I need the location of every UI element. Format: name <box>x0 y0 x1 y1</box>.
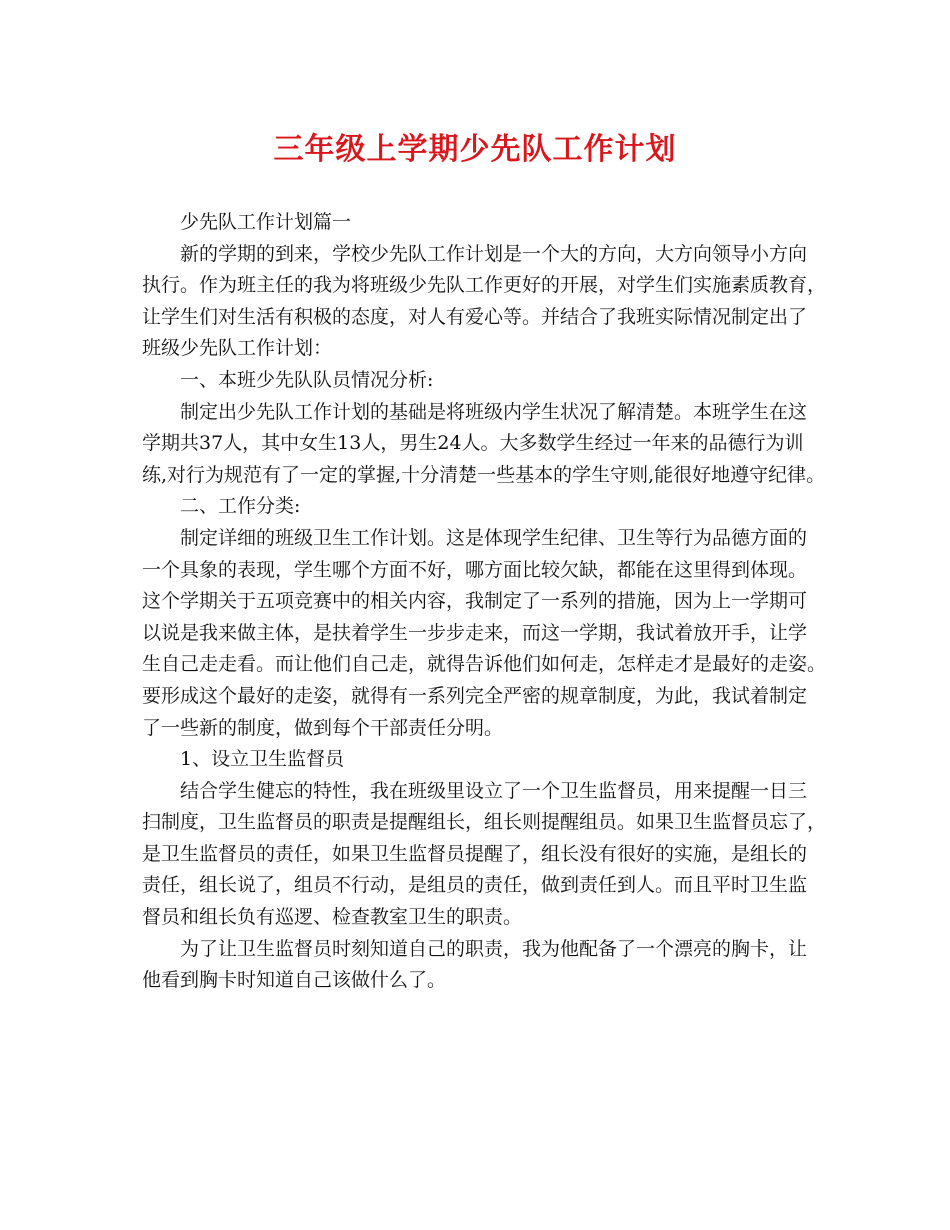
body-line: 制定出少先队工作计划的基础是将班级内学生状况了解清楚。本班学生在这 <box>180 400 808 423</box>
body-line: 结合学生健忘的特性，我在班级里设立了一个卫生监督员，用来提醒一日三 <box>180 779 808 802</box>
body-line: 了一些新的制度，做到每个干部责任分明。 <box>142 716 504 739</box>
document-body <box>142 207 827 997</box>
body-line: 让学生们对生活有积极的态度，对人有爱心等。并结合了我班实际情况制定出了 <box>142 305 808 328</box>
body-line: 练,对行为规范有了一定的掌握,十分清楚一些基本的学生守则,能很好地遵守纪律。 <box>142 463 826 486</box>
body-line: 新的学期的到来，学校少先队工作计划是一个大的方向，大方向领导小方向 <box>180 242 808 265</box>
body-line: 为了让卫生监督员时刻知道自己的职责，我为他配备了一个漂亮的胸卡，让 <box>180 937 808 960</box>
body-line: 一、本班少先队队员情况分析: <box>180 368 434 391</box>
body-line: 制定详细的班级卫生工作计划。这是体现学生纪律、卫生等行为品德方面的 <box>180 526 808 549</box>
body-line: 扫制度，卫生监督员的职责是提醒组长，组长则提醒组员。如果卫生监督员忘了， <box>142 811 827 834</box>
body-line: 执行。作为班主任的我为将班级少先队工作更好的开展，对学生们实施素质教育， <box>142 274 827 297</box>
document-title: 三年级上学期少先队工作计划 <box>273 132 677 167</box>
body-line: 责任，组长说了，组员不行动，是组员的责任，做到责任到人。而且平时卫生监 <box>142 874 808 897</box>
body-line: 是卫生监督员的责任，如果卫生监督员提醒了，组长没有很好的实施，是组长的 <box>142 842 808 865</box>
body-line: 学期共37人，其中女生13人，男生24人。大多数学生经过一年来的品德行为训 <box>142 432 804 455</box>
body-line: 督员和组长负有巡逻、检查教室卫生的职责。 <box>142 906 523 929</box>
body-line: 二、工作分类: <box>180 495 301 518</box>
body-line: 1、设立卫生监督员 <box>180 748 345 771</box>
body-line: 以说是我来做主体，是扶着学生一步步走来，而这一学期，我试着放开手，让学 <box>142 621 808 644</box>
body-line: 班级少先队工作计划： <box>142 337 333 360</box>
body-line: 少先队工作计划篇一 <box>180 211 352 233</box>
body-line: 生自己走走看。而让他们自己走，就得告诉他们如何走，怎样走才是最好的走姿。 <box>142 653 827 676</box>
body-line: 要形成这个最好的走姿，就得有一系列完全严密的规章制度，为此，我试着制定 <box>142 684 808 707</box>
body-line: 一个具象的表现，学生哪个方面不好，哪方面比较欠缺，都能在这里得到体现。 <box>142 558 808 581</box>
body-line: 他看到胸卡时知道自己该做什么了。 <box>142 969 447 992</box>
body-line: 这个学期关于五项竞赛中的相关内容，我制定了一系列的措施，因为上一学期可 <box>142 590 808 613</box>
